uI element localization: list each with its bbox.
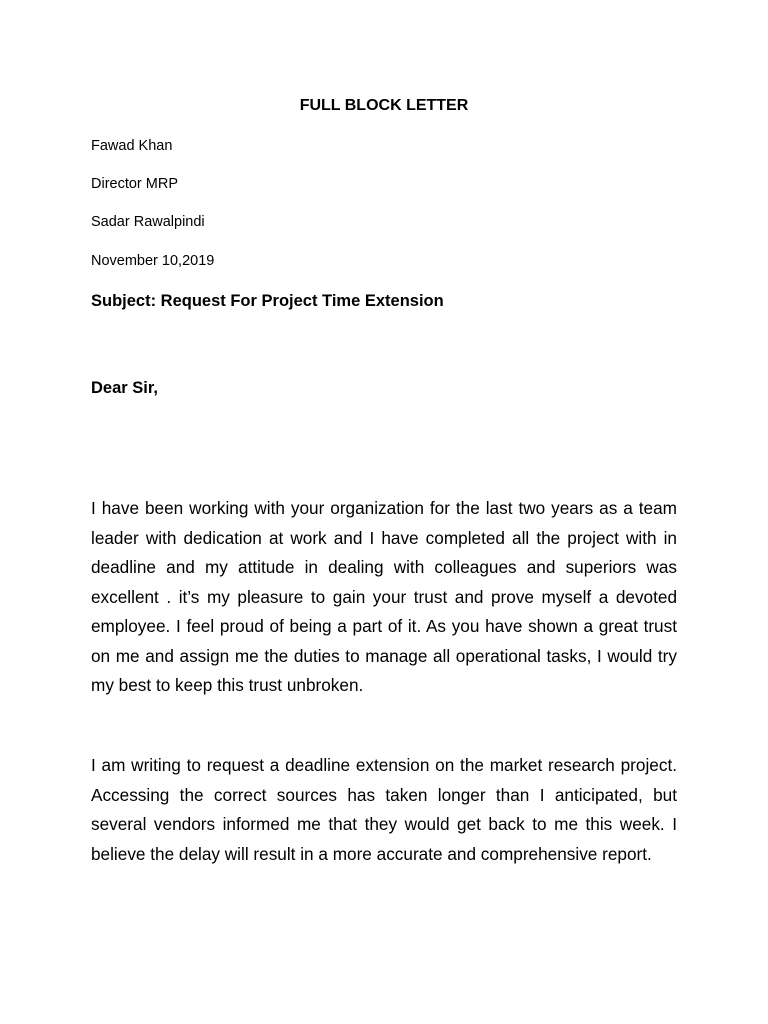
body-paragraph: I have been working with your organization for the last two years as a team leader with dedication at work and I have completed all the project with in deadline and my attitude in dealing with colleagues and superiors was excellent . it’s my pleasure to gain your trust and prove myself a devoted employee. I feel proud of being a part of it. As you have shown a great trust on me and assign me the duties to manage all operational tasks, I would try my best to keep this trust unbroken. — [91, 498, 677, 695]
sender-title: Director MRP — [91, 176, 179, 192]
letter-subject: Subject: Request For Project Time Extension — [91, 292, 444, 310]
letter-heading: FULL BLOCK LETTER — [299, 97, 469, 114]
sender-address: Sadar Rawalpindi — [91, 214, 205, 230]
letter-date: November 10,2019 — [91, 253, 215, 269]
sender-name: Fawad Khan — [91, 138, 173, 154]
body-paragraph: I am writing to request a deadline extension on the market research project. Accessing the correct sources has taken longer than I anticipated, but several vendors informed me that they would get back to me this week. I believe the delay will result in a more accurate and comprehensive report. — [91, 755, 677, 864]
letter-salutation: Dear Sir, — [91, 379, 158, 397]
